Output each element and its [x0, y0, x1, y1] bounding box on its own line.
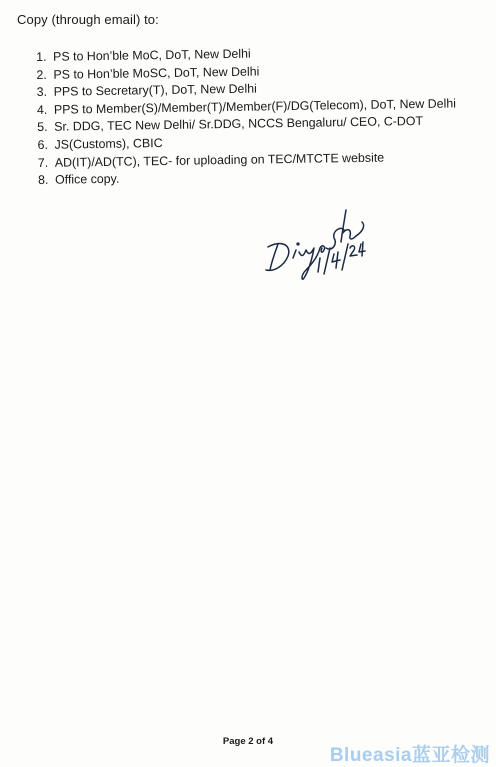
item-text: PS to Hon’ble MoC, DoT, New Delhi	[53, 46, 251, 64]
item-text: PPS to Secretary(T), DoT, New Delhi	[53, 81, 257, 99]
item-text: PS to Hon’ble MoSC, DoT, New Delhi	[53, 64, 260, 82]
item-number: 3.	[36, 85, 48, 100]
page-prefix: Page	[222, 736, 249, 747]
item-text: JS(Customs), CBIC	[54, 135, 163, 152]
watermark	[330, 740, 490, 767]
page-current: 2	[248, 736, 254, 747]
item-number: 1.	[36, 49, 47, 64]
item-number: 8.	[37, 172, 49, 188]
item-number: 2.	[36, 67, 47, 82]
item-number: 7.	[37, 155, 49, 170]
item-text: Office copy.	[54, 171, 120, 187]
page-middle: of	[253, 736, 268, 747]
watermark-latin: Blueasia	[329, 745, 412, 766]
handwritten-signature	[262, 200, 372, 285]
item-text: AD(IT)/AD(TC), TEC- for uploading on TEC/MTCTE website	[54, 150, 385, 170]
item-text: PPS to Member(S)/Member(T)/Member(F)/DG(Telecom), DoT, New Delhi	[53, 96, 457, 117]
item-number: 4.	[36, 102, 48, 117]
page-total: 4	[267, 736, 274, 747]
watermark-cjk: 蓝亚检测	[411, 745, 490, 766]
copy-heading: Copy (through email) to:	[17, 12, 159, 27]
item-number: 5.	[37, 120, 48, 135]
recipient-list	[36, 42, 457, 189]
item-text: Sr. DDG, TEC New Delhi/ Sr.DDG, NCCS Bengaluru/ CEO, C-DOT	[54, 114, 424, 135]
item-number: 6.	[37, 137, 48, 152]
